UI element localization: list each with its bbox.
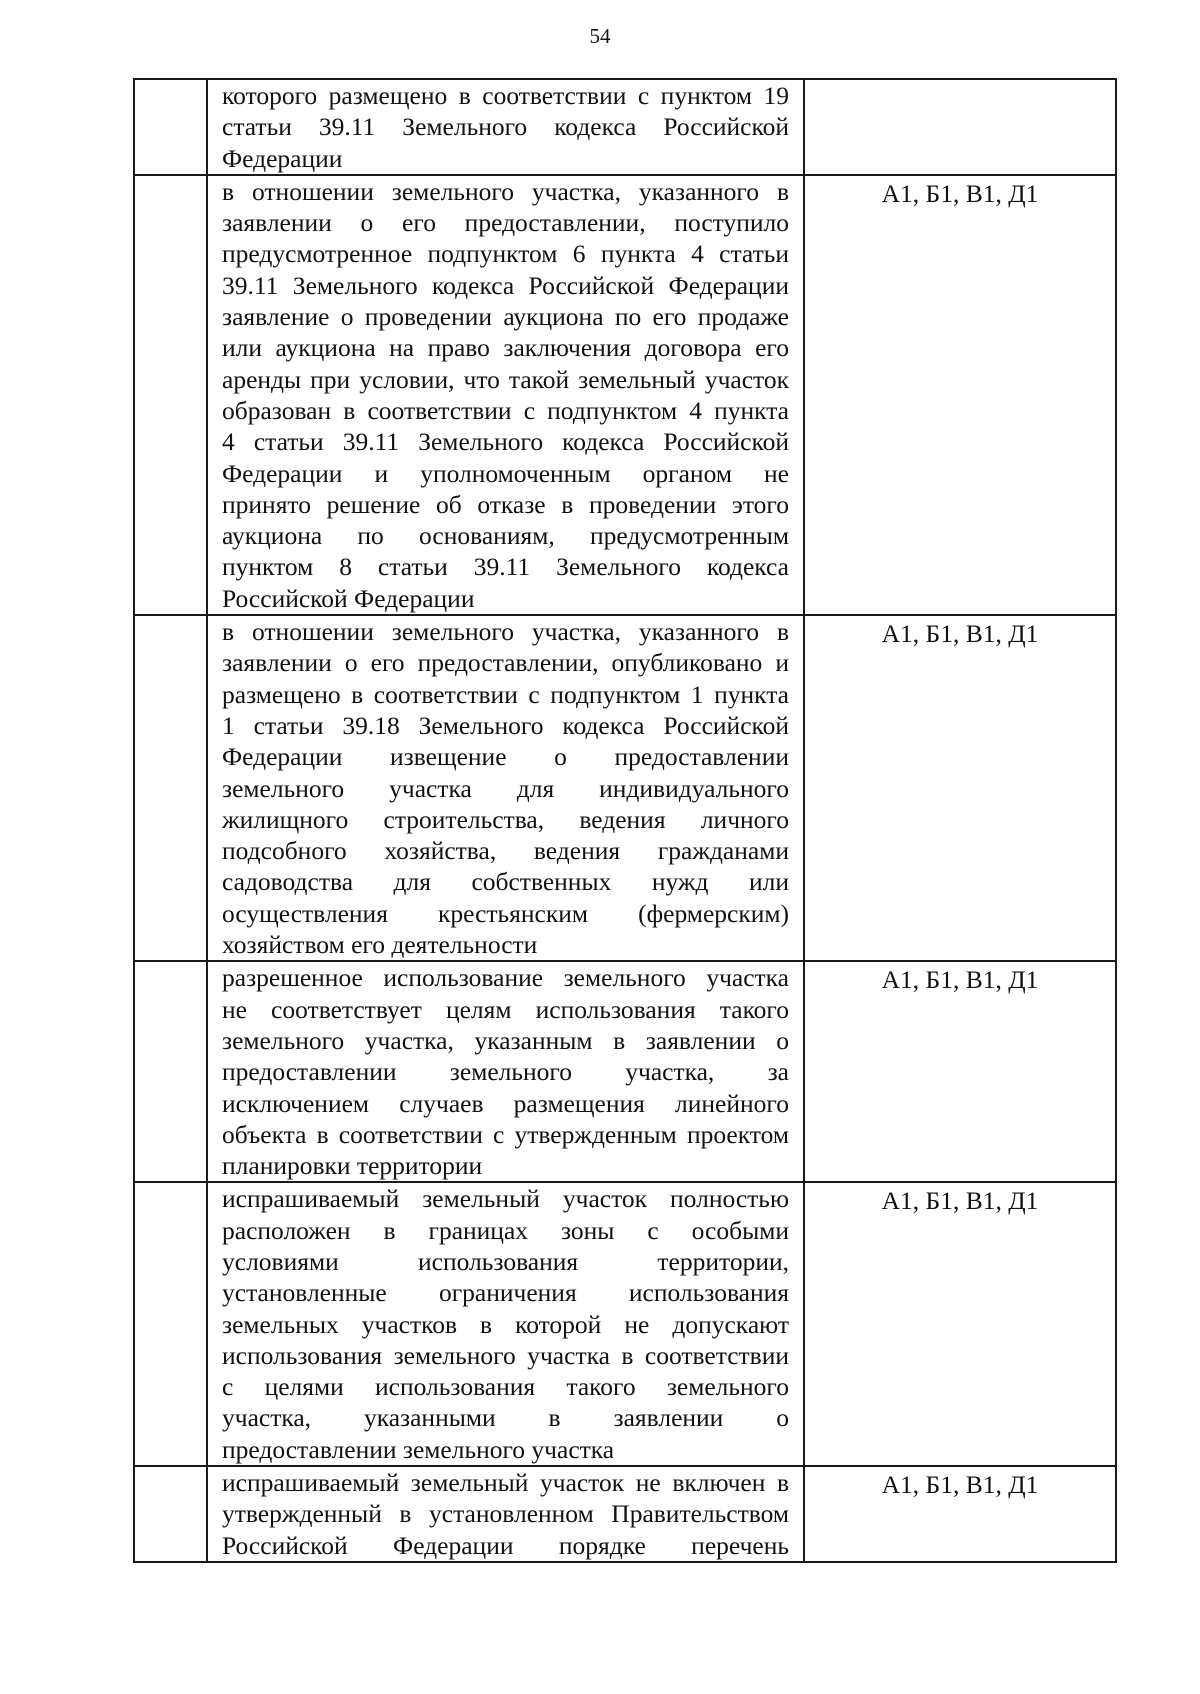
- text-line: аукциона по основаниям, предусмотренным: [222, 521, 789, 551]
- row-number-cell: [134, 79, 207, 175]
- text-line: Федерации: [222, 143, 343, 173]
- ground-text: [208, 176, 803, 614]
- text-line: в отношении земельного участка, указанного в: [222, 617, 789, 647]
- text-line: предоставлении земельного участка, за: [222, 1057, 789, 1087]
- table-row: [134, 79, 1116, 175]
- applicant-codes: А1, Б1, В1, Д1: [881, 1186, 1039, 1216]
- row-number-cell: [134, 1466, 207, 1562]
- text-line: исключением случаев размещения линейного: [222, 1088, 789, 1118]
- text-line: Федерации извещение о предоставлении: [222, 742, 789, 772]
- row-number-cell: [134, 1182, 207, 1466]
- text-line: заявлении о его предоставлении, опубликовано и: [222, 648, 789, 678]
- table-row: [134, 175, 1116, 615]
- text-line: аренды при условии, что такой земельный участок: [222, 364, 789, 394]
- row-ground-text-cell: [207, 1182, 804, 1466]
- row-codes-cell: [804, 1466, 1116, 1562]
- text-line: установленные ограничения использования: [222, 1278, 789, 1308]
- ground-text: [208, 80, 803, 174]
- text-line: испрашиваемый земельный участок не включен в: [222, 1468, 789, 1498]
- text-line: предоставлении земельного участка: [222, 1434, 615, 1464]
- ground-text: [208, 962, 803, 1181]
- ground-text: [208, 616, 803, 960]
- row-number-cell: [134, 615, 207, 961]
- text-line: статьи 39.11 Земельного кодекса Российской: [222, 112, 789, 142]
- ground-text: [208, 1467, 803, 1561]
- text-line: садоводства для собственных нужд или: [222, 867, 789, 897]
- row-number-cell: [134, 961, 207, 1182]
- text-line: земельного участка, указанным в заявлении о: [222, 1025, 789, 1055]
- page-number: 54: [589, 24, 611, 48]
- text-line: осуществления крестьянским (фермерским): [222, 898, 789, 928]
- text-line: объекта в соответствии с утвержденным проектом: [222, 1119, 789, 1149]
- text-line: Российской Федерации: [222, 583, 475, 613]
- row-number-cell: [134, 175, 207, 615]
- row-ground-text-cell: [207, 961, 804, 1182]
- text-line: 39.11 Земельного кодекса Российской Федерации: [222, 270, 789, 300]
- row-ground-text-cell: [207, 1466, 804, 1562]
- text-line: образован в соответствии с подпунктом 4 пункта: [222, 395, 789, 425]
- row-codes-cell: [804, 1182, 1116, 1466]
- grounds-table: [133, 78, 1117, 1563]
- applicant-codes: А1, Б1, В1, Д1: [881, 619, 1039, 649]
- text-line: земельного участка для индивидуального: [222, 773, 789, 803]
- table-row: [134, 1466, 1116, 1562]
- text-line: участка, указанными в заявлении о: [222, 1403, 789, 1433]
- text-line: предусмотренное подпунктом 6 пункта 4 статьи: [222, 239, 789, 269]
- text-line: в отношении земельного участка, указанного в: [222, 176, 789, 206]
- text-line: земельных участков в которой не допускают: [222, 1309, 789, 1339]
- row-codes-cell: [804, 615, 1116, 961]
- applicant-codes: А1, Б1, В1, Д1: [881, 1470, 1039, 1500]
- table-row: [134, 961, 1116, 1182]
- table-row: [134, 1182, 1116, 1466]
- text-line: расположен в границах зоны с особыми: [222, 1215, 789, 1245]
- text-line: 4 статьи 39.11 Земельного кодекса Российской: [222, 427, 789, 457]
- row-ground-text-cell: [207, 175, 804, 615]
- text-line: заявление о проведении аукциона по его продаже: [222, 302, 789, 332]
- text-line: не соответствует целям использования такого: [222, 994, 789, 1024]
- row-codes-cell: [804, 175, 1116, 615]
- applicant-codes: А1, Б1, В1, Д1: [881, 965, 1039, 995]
- text-line: размещено в соответствии с подпунктом 1 пункта: [222, 679, 789, 709]
- applicant-codes: [805, 80, 1115, 82]
- text-line: которого размещено в соответствии с пунктом 19: [222, 81, 789, 110]
- text-line: испрашиваемый земельный участок полностью: [222, 1184, 789, 1214]
- row-codes-cell: [804, 79, 1116, 175]
- table-row: [134, 615, 1116, 961]
- text-line: с целями использования такого земельного: [222, 1372, 789, 1402]
- text-line: планировки территории: [222, 1151, 483, 1181]
- text-line: утвержденный в установленном Правительством: [222, 1499, 789, 1529]
- text-line: Федерации и уполномоченным органом не: [222, 458, 789, 488]
- text-line: подсобного хозяйства, ведения гражданами: [222, 836, 789, 866]
- grounds-table-body: [134, 79, 1116, 1562]
- text-line: жилищного строительства, ведения личного: [222, 804, 789, 834]
- text-line: хозяйством его деятельности: [222, 930, 538, 960]
- text-line: 1 статьи 39.18 Земельного кодекса Российской: [222, 710, 789, 740]
- ground-text: [208, 1183, 803, 1465]
- text-line: использования земельного участка в соответствии: [222, 1340, 789, 1370]
- text-line: или аукциона на право заключения договора его: [222, 333, 789, 363]
- applicant-codes: А1, Б1, В1, Д1: [881, 178, 1039, 208]
- text-line: заявлении о его предоставлении, поступило: [222, 208, 789, 238]
- text-line: Российской Федерации порядке перечень: [222, 1530, 789, 1560]
- row-codes-cell: [804, 961, 1116, 1182]
- text-line: пунктом 8 статьи 39.11 Земельного кодекса: [222, 552, 789, 582]
- row-ground-text-cell: [207, 79, 804, 175]
- row-ground-text-cell: [207, 615, 804, 961]
- text-line: разрешенное использование земельного участка: [222, 963, 789, 993]
- text-line: условиями использования территории,: [222, 1246, 789, 1276]
- text-line: принято решение об отказе в проведении этого: [222, 489, 789, 519]
